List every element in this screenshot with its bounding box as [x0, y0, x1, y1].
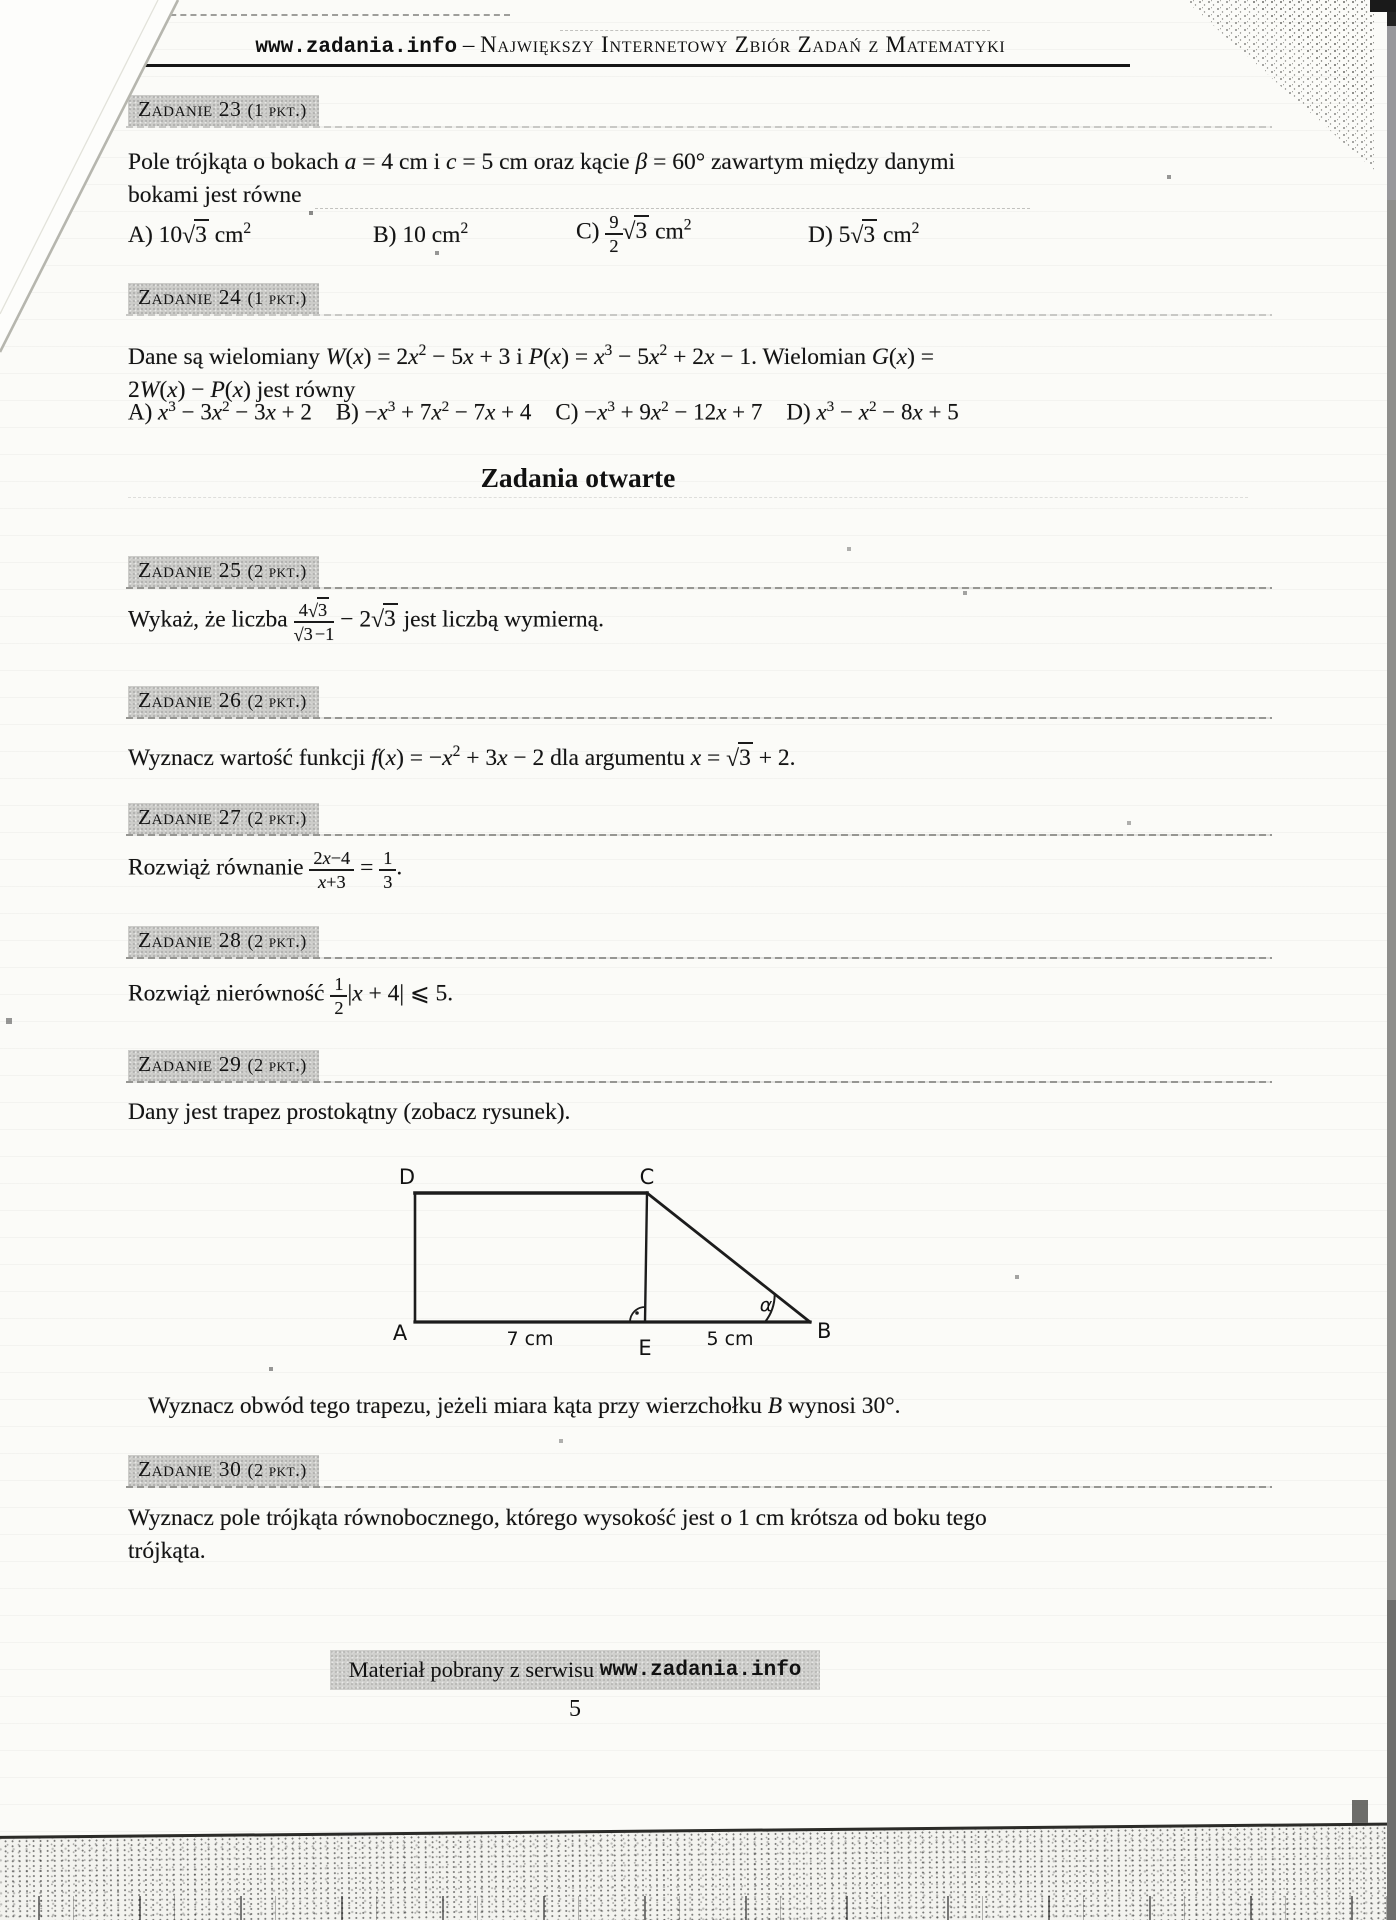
angle-alpha-label: α [759, 1294, 773, 1316]
task-23-number: Zadanie 23 [138, 97, 242, 121]
vertex-label-a: A [392, 1321, 408, 1345]
section-divider [126, 1486, 1272, 1488]
answer-option-d: D) 5√3 $cm^2$ [808, 219, 920, 249]
page-fold-corner [0, 0, 230, 380]
header-site-url: www.zadania.info [255, 36, 458, 59]
section-divider [126, 314, 1272, 316]
task-25-number: Zadanie 25 [138, 558, 242, 582]
answer-option-d: D) $x^3 - x^2 - 8x + 5$ [786, 398, 959, 425]
scan-artifact-line [128, 497, 1248, 498]
task-25-body: Wykaż, że liczba $\frac{4√3}{√3 -1}$ − 2√3 jest liczbą wymierną. [128, 600, 1146, 644]
header-rule [117, 64, 1130, 67]
task-26-points: (2 pkt.) [247, 691, 307, 711]
task-24-body: Dane są wielomiany $W(x) = 2x^2 - 5x + 3$ i $P(x) = x^3 - 5x^2 + 2x - 1$. Wielomian G(x) = 2W(x) − P(x) jest równy [128, 342, 935, 403]
scan-artifact-line [560, 30, 990, 31]
header-dash: – [462, 32, 475, 57]
task-27-points: (2 pkt.) [247, 808, 307, 828]
answer-option-b: $B) -x^3 + 7x^2 - 7x + 4$ [335, 398, 532, 425]
task-28-number: Zadanie 28 [138, 928, 242, 952]
task-label-26 [128, 686, 319, 717]
task-29-question: Wyznacz obwód tego trapezu, jeżeli miara kąta przy wierzchołku B wynosi 30°. [148, 1393, 901, 1419]
vertex-label-c: C [639, 1165, 655, 1189]
vertex-label-d: D [398, 1165, 416, 1189]
section-heading: Zadania otwarte [480, 462, 676, 493]
task-label-29 [128, 1050, 319, 1081]
answer-option-c: C) $\frac{9}{2}$ √3 $cm^2$ [576, 212, 692, 257]
task-27-body: Rozwiąż równanie $\frac{2x-4}{x+3}$ = $\frac{1}{3}$ . [128, 848, 403, 893]
answer-option-a: A) 10√3 $cm^2$ [128, 219, 252, 249]
answer-option-b: B) 10 $cm^2$ [373, 219, 469, 248]
task-29-body: Dany jest trapez prostokątny (zobacz rysunek). [128, 1099, 571, 1125]
footer-text: Materiał pobrany z serwisu [348, 1657, 595, 1682]
task-29-number: Zadanie 29 [138, 1052, 242, 1076]
task-28-points: (2 pkt.) [247, 931, 307, 951]
footer-source-bar [330, 1650, 820, 1690]
task-24-answers [128, 398, 959, 426]
answer-option-c: $C) -x^3 + 9x^2 - 12x + 7$ [555, 398, 763, 425]
right-angle-dot [635, 1311, 639, 1315]
height-ce [645, 1193, 647, 1322]
page-header [128, 32, 1133, 59]
task-24-number: Zadanie 24 [138, 285, 242, 309]
section-divider [126, 717, 1272, 719]
task-26-number: Zadanie 26 [138, 688, 242, 712]
section-divider [126, 587, 1272, 589]
segment-label-eb: 5 cm [706, 1328, 754, 1350]
scan-edge-corner [1370, 0, 1396, 12]
vertex-label-e: E [638, 1336, 652, 1360]
task-23-answers [128, 212, 919, 256]
task-label-28 [128, 926, 319, 957]
task-23-body: Pole trójkąta o bokach a = 4 cm i c = 5 cm oraz kącie β = 60° zawartym między danymi bokami jest równe [128, 149, 956, 208]
task-23-points: (1 pkt.) [247, 100, 307, 120]
section-divider [126, 126, 1272, 128]
section-divider [126, 957, 1272, 959]
task-29-points: (2 pkt.) [247, 1055, 307, 1075]
task-label-27 [128, 803, 319, 834]
trapezoid-figure [338, 1148, 843, 1368]
page-number: 5 [569, 1696, 581, 1722]
task-28-body: Rozwiąż nierówność $\frac{1}{2}$ |x + 4| ⩽ 5. [128, 974, 454, 1019]
section-divider [126, 1081, 1272, 1083]
task-27-number: Zadanie 27 [138, 805, 242, 829]
task-label-25 [128, 556, 319, 587]
segment-label-ae: 7 cm [506, 1328, 554, 1350]
task-25-points: (2 pkt.) [247, 561, 307, 581]
scan-noise-bottom-ticks [0, 1896, 1396, 1920]
footer-site-url: www.zadania.info [599, 1658, 802, 1682]
answer-option-a: A) $x^3 - 3x^2 - 3x + 2$ [128, 398, 312, 425]
task-26-body: Wyznacz wartość funkcji $f(x) = -x^2 + 3x - 2$ dla argumentu x = √3 + 2. [128, 743, 796, 772]
scan-edge-right [1387, 0, 1396, 1920]
section-divider [126, 834, 1272, 836]
vertex-label-b: B [817, 1319, 832, 1343]
side-cb [647, 1193, 810, 1322]
header-title: Największy Internetowy Zbiór Zadań z Matematyki [480, 32, 1006, 57]
task-label-30 [128, 1455, 319, 1486]
task-30-number: Zadanie 30 [138, 1457, 242, 1481]
task-30-points: (2 pkt.) [247, 1460, 307, 1480]
scan-noise-corner [1180, 0, 1380, 175]
task-30-body: Wyznacz pole trójkąta równobocznego, którego wysokość jest o 1 cm krótsza od boku tego trójkąta. [128, 1505, 987, 1564]
task-24-points: (1 pkt.) [247, 288, 307, 308]
